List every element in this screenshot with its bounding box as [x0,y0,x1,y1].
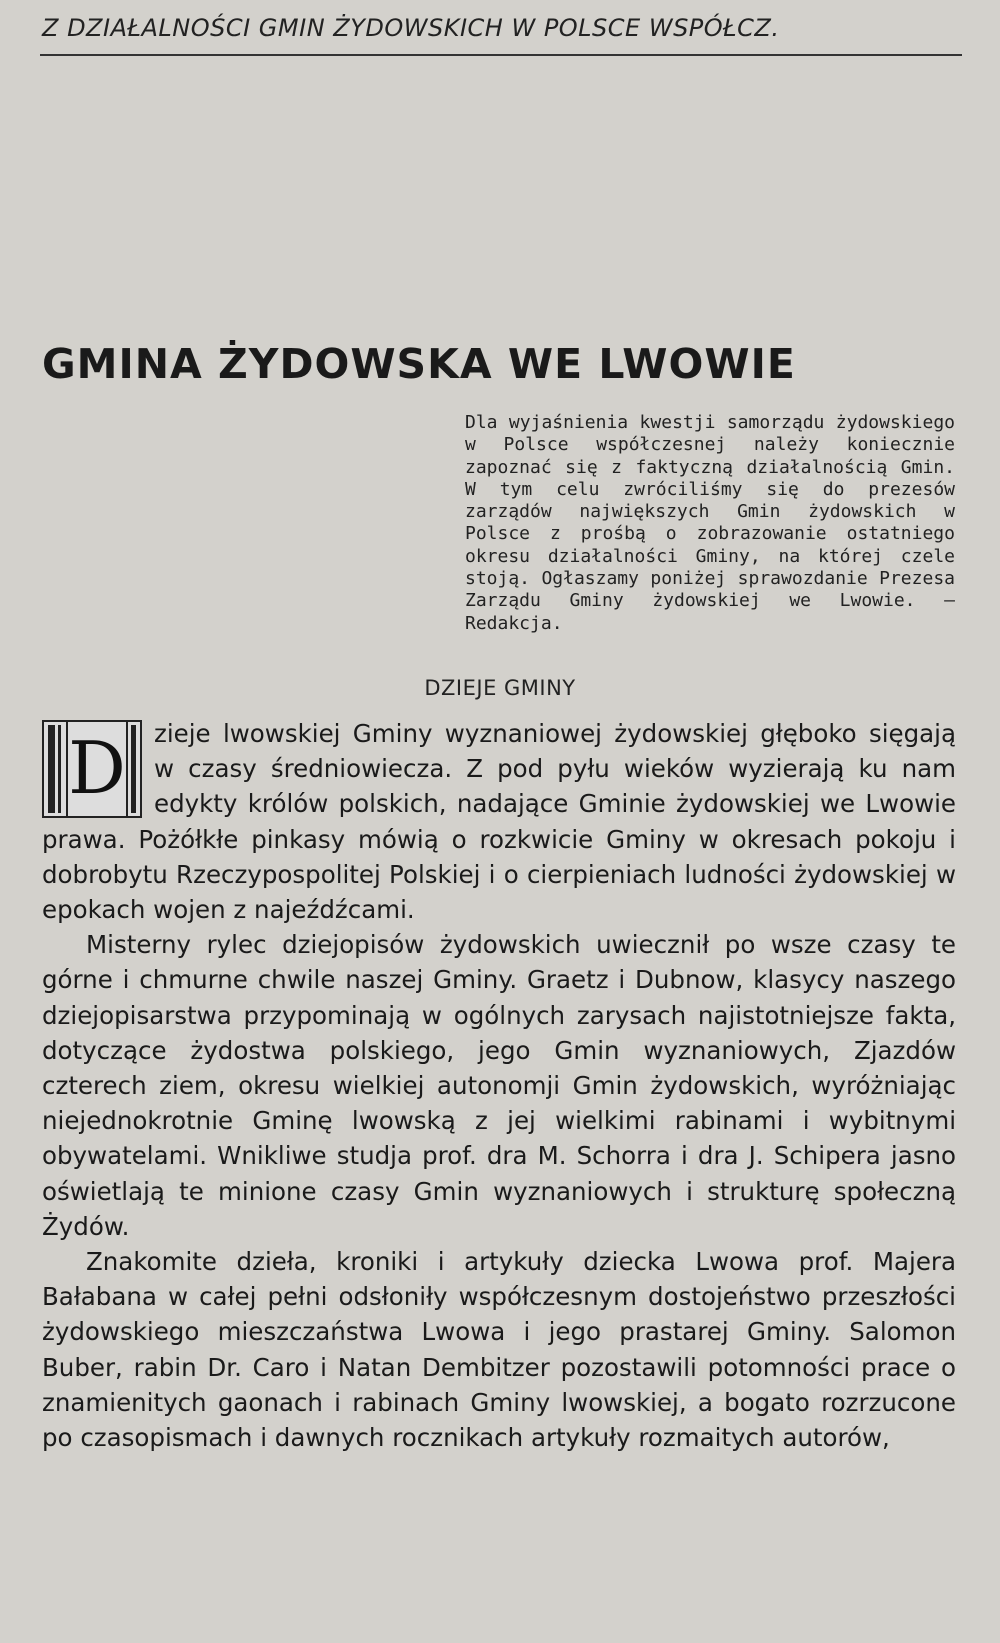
body-paragraph [42,716,956,927]
editor-note: Dla wyjaśnienia kwestji samorządu żydowskiego w Polsce współczesnej należy koniecznie zapoznać się z faktyczną działalnością Gmin. W tym celu zwróciliśmy się do prezesów zarządów największych Gmin żydowskich w Polsce z prośbą o zobrazowanie ostatniego okresu działalności Gminy, na której czele stoją. Ogłaszamy poniżej sprawozdanie Prezesa Zarządu Gminy żydowskiej we Lwowie. — Redakcja. [465,412,955,634]
dropcap-ornament [42,720,142,818]
body-paragraph: Misterny rylec dziejopisów żydowskich uwiecznił po wsze czasy te górne i chmurne chwile naszej Gminy. Graetz i Dubnow, klasycy naszego dziejopisarstwa przypominają w ogólnych zarysach najistotniejsze fakta, dotyczące żydostwa polskiego, jego Gmin wyznaniowych, Zjazdów czterech ziem, okresu wielkiej autonomji Gmin żydowskich, wyróżniając niejednokrotnie Gminę lwowską z jej wielkimi rabinami i wybitnymi obywatelami. Wnikliwe studja prof. dra M. Schorra i dra J. Schipera jasno oświetlają te minione czasy Gmin wyznaniowych i strukturę społeczną Żydów. [42,930,956,1241]
section-heading: DZIEJE GMINY [424,676,576,700]
header-rule [40,54,962,56]
running-header: Z DZIAŁALNOŚCI GMIN ŻYDOWSKICH W POLSCE WSPÓŁCZ. [42,14,780,42]
dropcap-letter: D [66,722,128,816]
article-body [42,716,956,1455]
body-paragraph: Znakomite dzieła, kroniki i artykuły dziecka Lwowa prof. Majera Bałabana w całej pełni odsłoniły współczesnym dostojeństwo przeszłości żydowskiego mieszczaństwa Lwowa i jego prastarej Gminy. Salomon Buber, rabin Dr. Caro i Natan Dembitzer pozostawili potomności prace o znamienitych gaonach i rabinach Gminy lwowskiej, a bogato rozrzucone po czasopismach i dawnych rocznikach artykuły rozmaitych autorów, [42,1247,956,1453]
article-title: GMINA ŻYDOWSKA WE LWOWIE [42,340,796,388]
paragraph-1-text: zieje lwowskiej Gminy wyznaniowej żydowskiej głęboko sięgają w czasy średniowiecza. Z pod pyłu wieków wyzierają ku nam edykty królów polskich, nadające Gminie żydowskiej we Lwowie prawa. Pożółkłe pinkasy mówią o rozkwicie Gminy w okresach pokoju i dobrobytu Rzeczypospolitej Polskiej i o cierpieniach ludności żydowskiej w epokach wojen z najeźdźcami. [42,719,956,925]
